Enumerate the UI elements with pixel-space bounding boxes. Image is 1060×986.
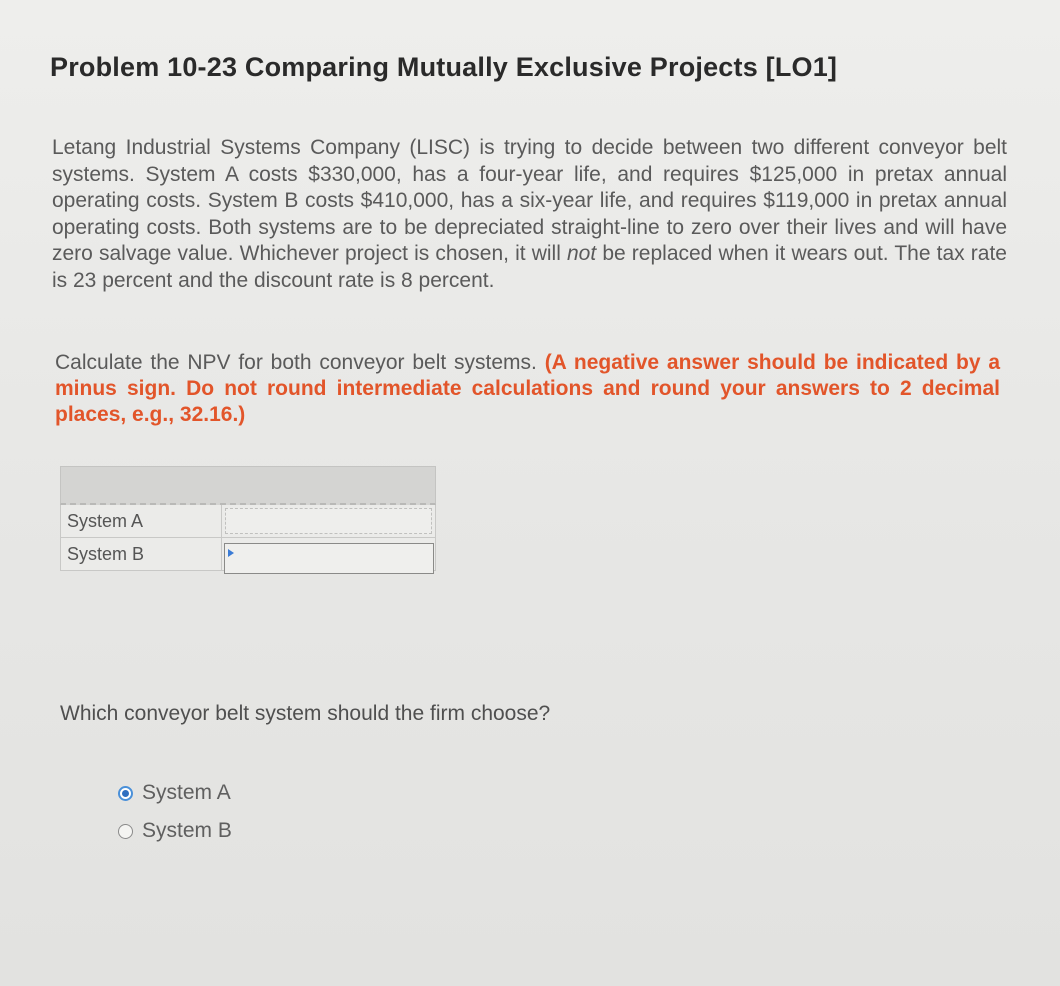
instructions	[55, 350, 1000, 428]
npv-row-system-b	[60, 538, 436, 571]
problem-text-emphasis: not	[567, 242, 597, 265]
npv-cell-system-b	[222, 538, 436, 571]
npv-label-system-a: System A	[60, 505, 222, 538]
npv-input-system-b[interactable]	[224, 543, 434, 574]
npv-row-system-a	[60, 505, 436, 538]
radio-unselected-icon[interactable]	[118, 824, 133, 839]
option-system-a[interactable]	[118, 774, 232, 812]
problem-title: Problem 10-23 Comparing Mutually Exclusive Projects [LO1]	[50, 52, 838, 82]
question-text: Which conveyor belt system should the firm choose?	[60, 702, 551, 725]
problem-text-part1: Letang Industrial Systems Company (LISC) is trying to decide between two different conveyor belt systems. System A costs $330,000, has a four-year life, and requires $125,000 in pretax annual operating costs. System B costs $410,000, has a six-year life, and requires $119,000 in pretax annual operating costs. Both systems are to be depreciated straight-line to zero over their lives and will have zero salvage value. Whichever project is chosen, it will	[52, 136, 1007, 265]
input-marker-icon	[228, 549, 234, 557]
npv-cell-system-a	[222, 505, 436, 538]
npv-input-system-a[interactable]	[225, 508, 432, 534]
radio-selected-icon[interactable]	[118, 786, 133, 801]
instructions-plain: Calculate the NPV for both conveyor belt systems.	[55, 351, 545, 374]
option-label-system-b: System B	[142, 819, 232, 842]
answer-options	[118, 774, 232, 850]
problem-statement	[52, 135, 1007, 294]
problem-text-part2: be replaced when it wears out. The tax rate is 23 percent and the discount rate is 8 percent.	[52, 242, 1007, 292]
npv-table	[60, 466, 436, 571]
instructions-note: (A negative answer should be indicated by a minus sign. Do not round intermediate calculations and round your answers to 2 decimal places, e.g., 32.16.)	[55, 351, 1000, 426]
option-label-system-a: System A	[142, 781, 231, 804]
npv-label-system-b: System B	[60, 538, 222, 571]
option-system-b[interactable]	[118, 812, 232, 850]
npv-table-header	[60, 466, 436, 505]
